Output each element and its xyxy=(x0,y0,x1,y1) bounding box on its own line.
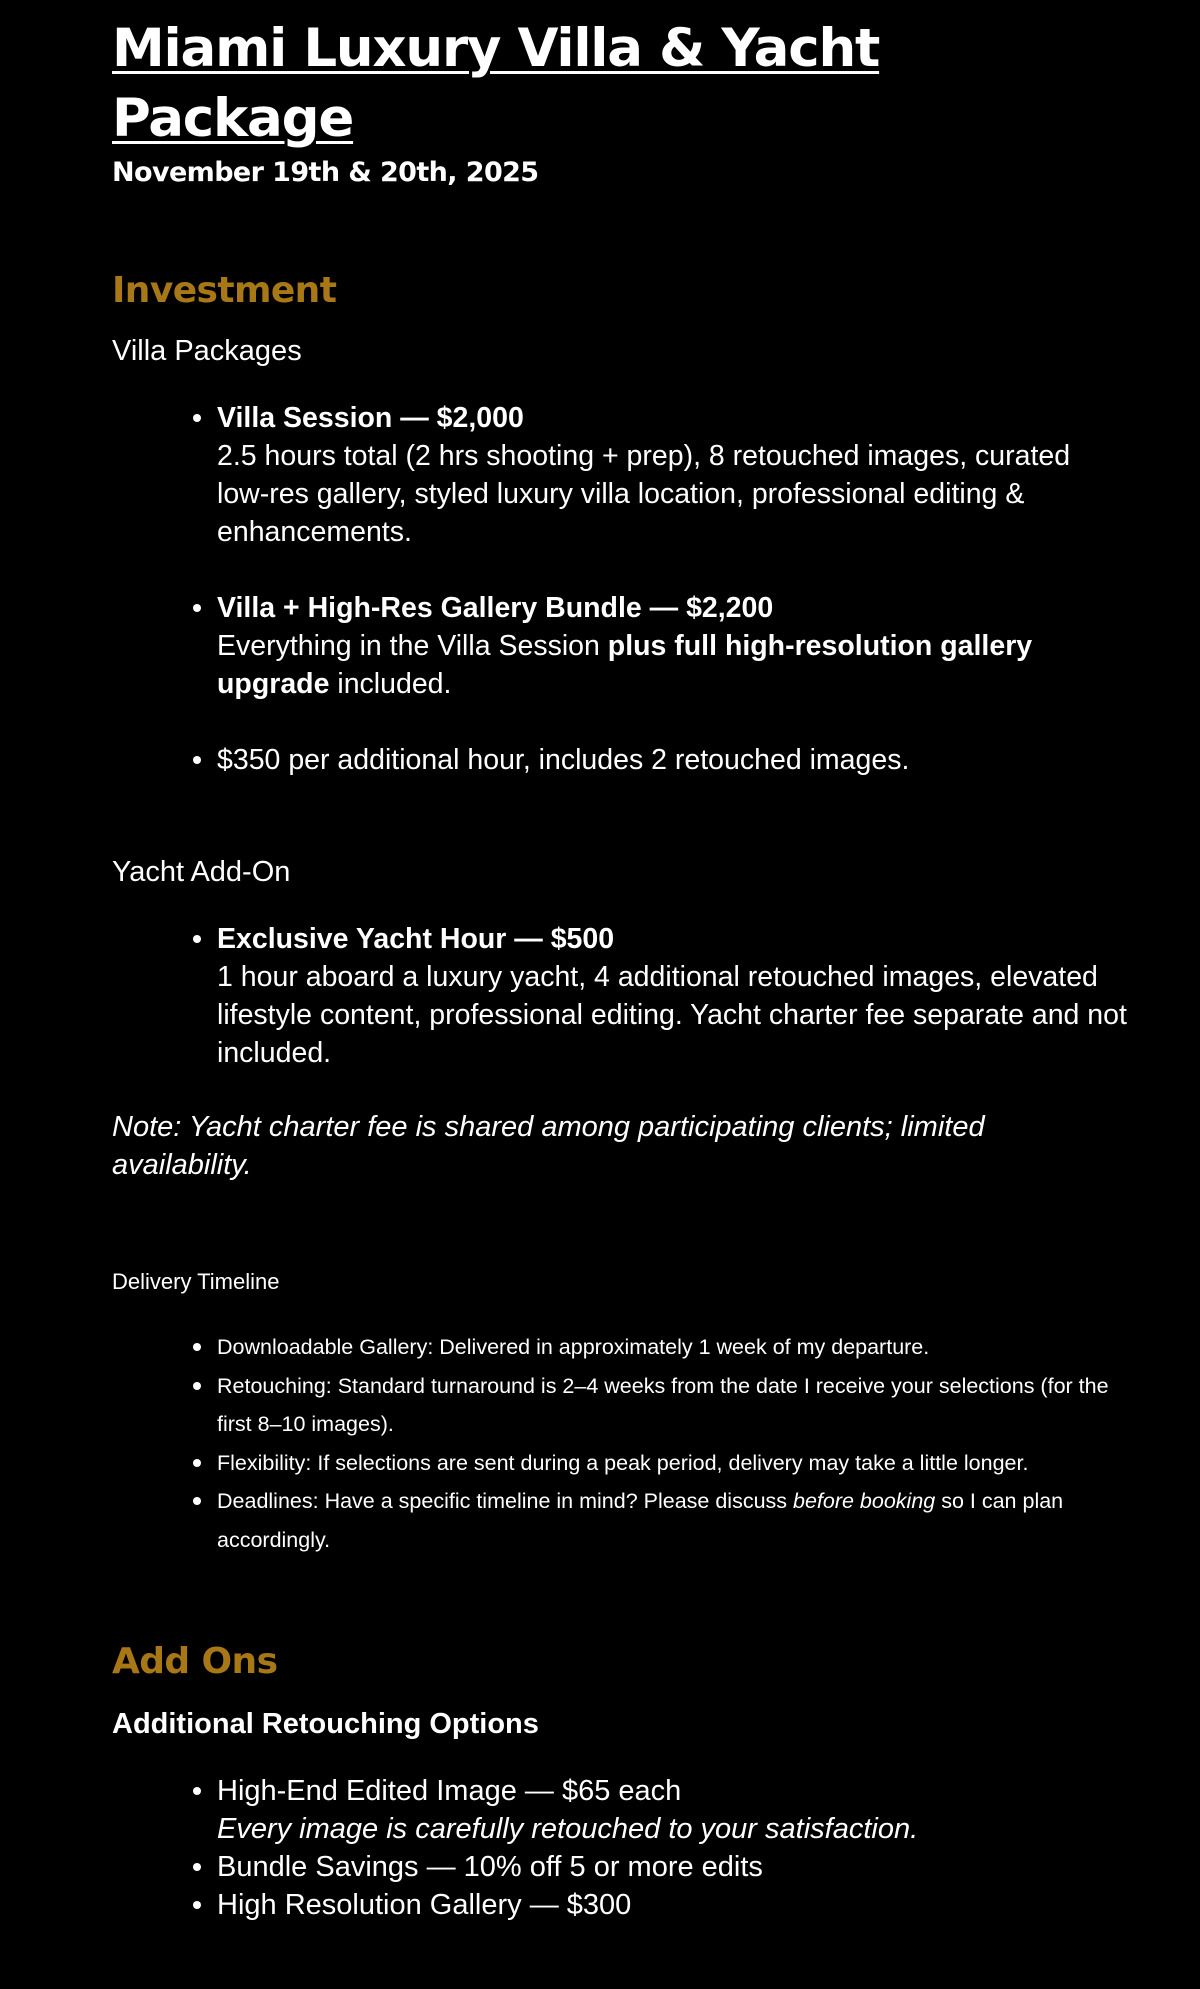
list-item: Retouching: Standard turnaround is 2–4 weeks from the date I receive your selections (for the first 8–10 images). xyxy=(217,1367,1130,1444)
yacht-note: Note: Yacht charter fee is shared among participating clients; limited availability. xyxy=(112,1111,985,1181)
retouching-options-heading: Additional Retouching Options xyxy=(112,1708,539,1740)
investment-heading: Investment xyxy=(112,270,337,311)
list-item xyxy=(217,741,1130,779)
list-item xyxy=(217,1482,1130,1559)
list-item xyxy=(217,1772,1130,1848)
deadline-text-start: Deadlines: Have a specific timeline in mind? Please discuss xyxy=(217,1489,793,1513)
delivery-list xyxy=(112,1328,1130,1559)
villa-packages-label: Villa Packages xyxy=(112,335,302,367)
list-item: Flexibility: If selections are sent during a peak period, delivery may take a little longer. xyxy=(217,1444,1130,1483)
yacht-hour-title: Exclusive Yacht Hour — $500 xyxy=(217,923,615,955)
villa-bundle-desc xyxy=(217,627,1130,703)
villa-bundle-title: Villa + High-Res Gallery Bundle — $2,200 xyxy=(217,592,774,624)
list-item xyxy=(217,920,1130,1072)
list-item: Bundle Savings — 10% off 5 or more edits xyxy=(217,1848,1130,1886)
deadline-text-end: so I can plan accordingly. xyxy=(217,1489,1064,1552)
yacht-hour-desc: 1 hour aboard a luxury yacht, 4 additional retouched images, elevated lifestyle content, professional editing. Yacht charter fee separate and not included. xyxy=(217,961,1127,1069)
page xyxy=(0,14,1200,1989)
deadline-text-italic: before booking xyxy=(793,1489,936,1513)
villa-session-desc: 2.5 hours total (2 hrs shooting + prep), 8 retouched images, curated low-res gallery, styled luxury villa location, professional editing & enhancements. xyxy=(217,440,1071,548)
villa-bundle-desc-bold: plus full high-resolution gallery upgrade xyxy=(217,630,1033,700)
yacht-addon-label: Yacht Add-On xyxy=(112,856,291,888)
delivery-timeline-label: Delivery Timeline xyxy=(112,1269,280,1294)
villa-session-title: Villa Session — $2,000 xyxy=(217,402,524,434)
villa-packages-section xyxy=(112,333,1130,779)
high-end-image-note: Every image is carefully retouched to your satisfaction. xyxy=(217,1813,919,1845)
addons-heading: Add Ons xyxy=(112,1641,278,1682)
list-item xyxy=(217,399,1130,551)
list-item xyxy=(217,589,1130,703)
yacht-addon-section xyxy=(112,854,1130,1072)
yacht-addon-list xyxy=(112,920,1130,1072)
villa-bundle-desc-end: included. xyxy=(329,668,452,700)
villa-package-list xyxy=(112,399,1130,779)
event-date: November 19th & 20th, 2025 xyxy=(112,157,539,188)
high-end-image-text: High-End Edited Image — $65 each xyxy=(217,1775,682,1807)
page-title: Miami Luxury Villa & Yacht Package xyxy=(112,18,880,149)
yacht-note-section xyxy=(112,1108,1130,1184)
addons-list xyxy=(112,1772,1130,1924)
additional-hour-text: $350 per additional hour, includes 2 retouched images. xyxy=(217,744,910,776)
delivery-section xyxy=(112,1268,1130,1559)
list-item: High Resolution Gallery — $300 xyxy=(217,1886,1130,1924)
retouching-section xyxy=(112,1706,1130,1924)
villa-bundle-desc-start: Everything in the Villa Session xyxy=(217,630,608,662)
list-item: Downloadable Gallery: Delivered in approximately 1 week of my departure. xyxy=(217,1328,1130,1367)
